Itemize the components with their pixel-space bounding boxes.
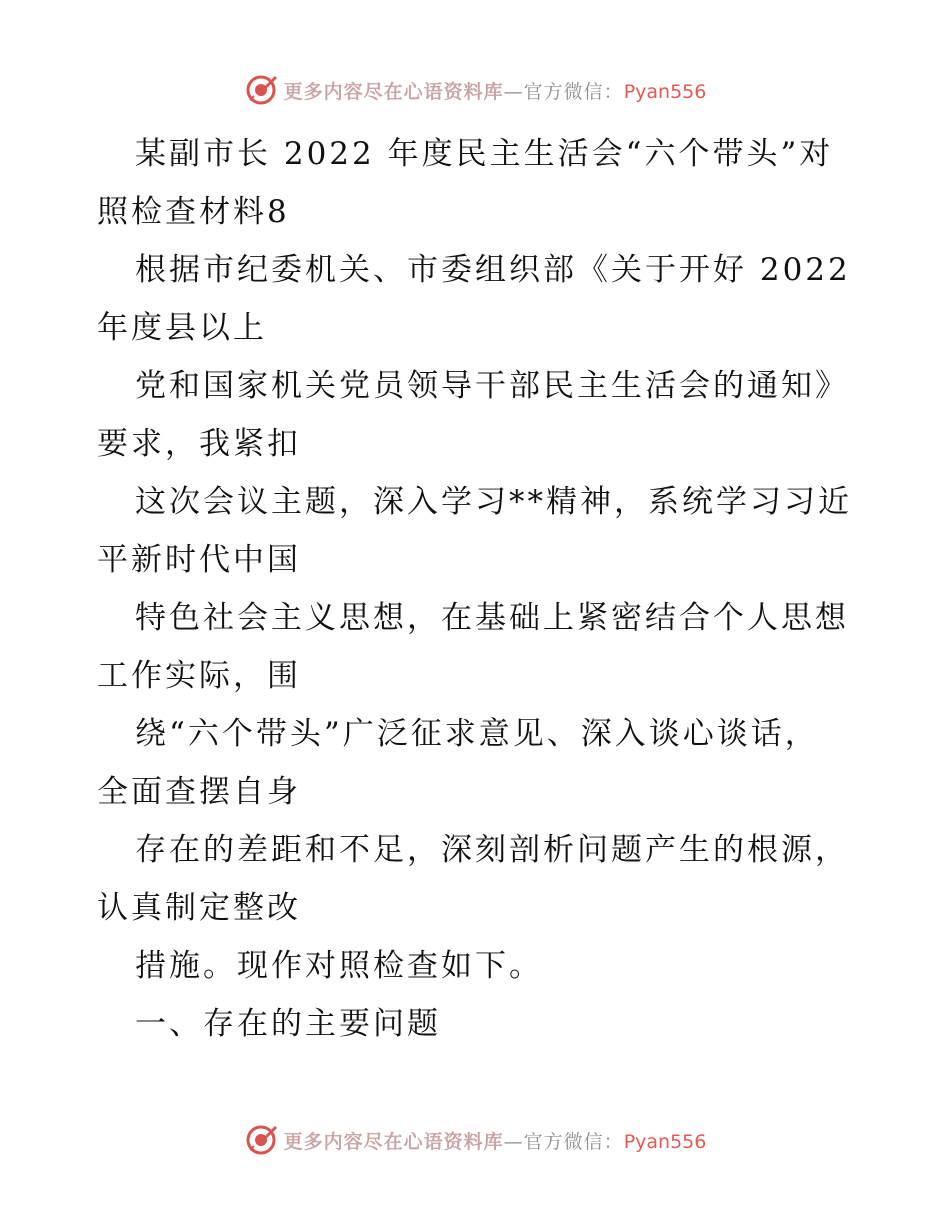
section-heading: 一、存在的主要问题 bbox=[135, 1006, 441, 1042]
paragraph-line: 措施。现作对照检查如下。 bbox=[135, 948, 543, 984]
paragraph-line: 存在的差距和不足，深刻剖析问题产生的根源， bbox=[135, 832, 849, 868]
watermark-main-text: 更多内容尽在心语资料库 bbox=[283, 80, 504, 103]
paragraph-line: 绕“六个带头”广泛征求意见、深入谈心谈话， bbox=[135, 716, 819, 752]
header-watermark bbox=[0, 70, 950, 110]
watermark-sub-text: 官方微信： bbox=[523, 1130, 624, 1153]
paragraph-line: 工作实际，围 bbox=[97, 658, 301, 694]
pen-logo-icon bbox=[244, 1123, 278, 1157]
pen-logo-icon bbox=[244, 73, 278, 107]
paragraph-line: 这次会议主题，深入学习**精神，系统学习习近 bbox=[135, 484, 852, 520]
title-line-2: 照检查材料8 bbox=[97, 194, 290, 230]
watermark-sub-text: 官方微信： bbox=[523, 80, 624, 103]
title-line-1: 某副市长 2022 年度民主生活会“六个带头”对 bbox=[135, 136, 834, 172]
paragraph-line: 全面查摆自身 bbox=[97, 774, 301, 810]
footer-watermark bbox=[0, 1120, 950, 1160]
paragraph-line: 特色社会主义思想，在基础上紧密结合个人思想 bbox=[135, 600, 849, 636]
paragraph-line: 党和国家机关党员领导干部民主生活会的通知》 bbox=[135, 368, 849, 404]
paragraph-line: 平新时代中国 bbox=[97, 542, 301, 578]
watermark-wechat-id: Pyan556 bbox=[623, 80, 707, 103]
paragraph-line: 要求，我紧扣 bbox=[97, 426, 301, 462]
paragraph-line: 认真制定整改 bbox=[97, 890, 301, 926]
watermark-wechat-id: Pyan556 bbox=[623, 1130, 707, 1153]
watermark-dash: — bbox=[503, 80, 524, 103]
paragraph-line: 年度县以上 bbox=[97, 310, 267, 346]
watermark-main-text: 更多内容尽在心语资料库 bbox=[283, 1130, 504, 1153]
watermark-dash: — bbox=[503, 1130, 524, 1153]
paragraph-line: 根据市纪委机关、市委组织部《关于开好 2022 bbox=[135, 252, 851, 288]
